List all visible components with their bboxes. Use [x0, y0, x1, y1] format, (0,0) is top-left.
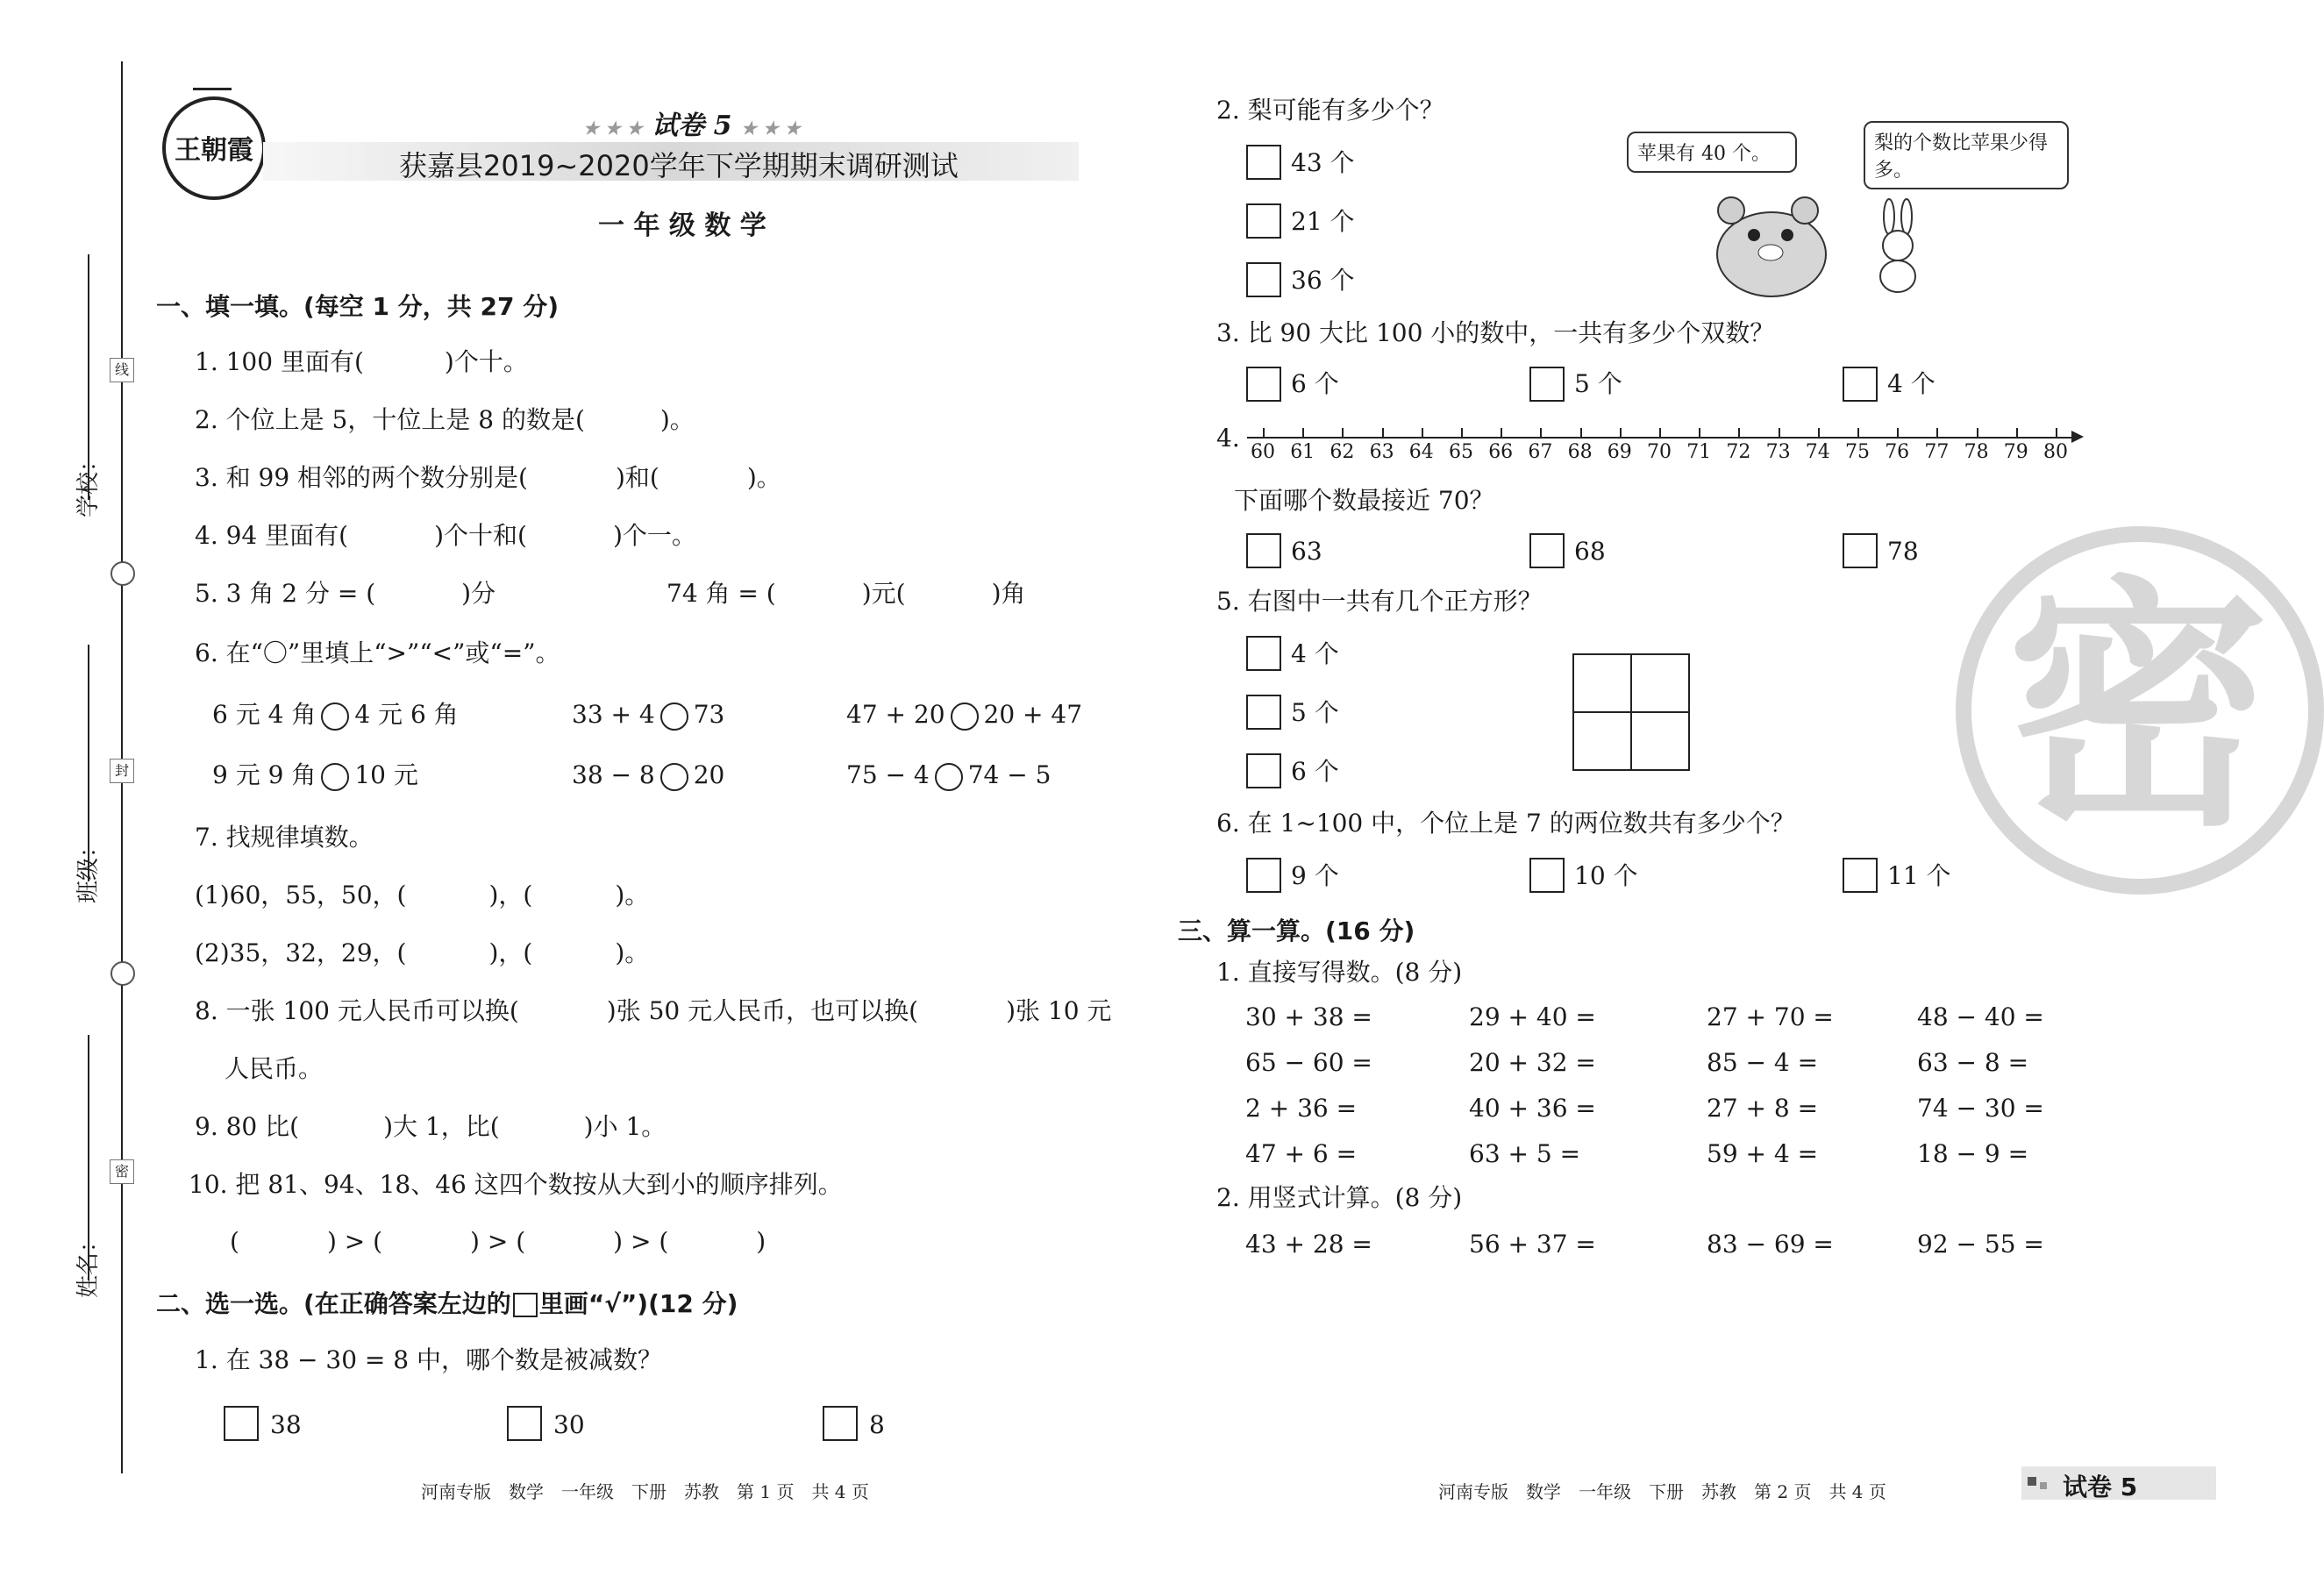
number-line-tick [2016, 428, 2018, 438]
option-label: 4 个 [1291, 639, 1339, 668]
option-label: 5 个 [1574, 369, 1622, 398]
number-line-label: 64 [1408, 441, 1434, 463]
option-label: 10 个 [1574, 861, 1638, 890]
answer-checkbox[interactable] [1843, 533, 1878, 568]
seal-mi-mark: 密 [110, 1159, 134, 1184]
oral-calc-item: 27 + 70 = [1707, 1002, 1834, 1031]
seal-line-mark: 线 [110, 358, 134, 382]
oral-calc-item: 47 + 6 = [1245, 1139, 1358, 1168]
answer-checkbox[interactable] [1246, 145, 1281, 180]
confidential-seal [1956, 526, 2324, 895]
s1-q7: 7. 找规律填数。 [195, 823, 374, 852]
number-line-tick [1897, 428, 1899, 438]
confidential-seal-text: 密 [2007, 555, 2270, 861]
number-line-label: 72 [1726, 441, 1751, 463]
number-line-tick [1936, 428, 1938, 438]
number-line-tick [1977, 428, 1978, 438]
compare-circle[interactable] [660, 763, 688, 791]
oral-calc-item: 48 − 40 = [1917, 1002, 2044, 1031]
s1-q3: 3. 和 99 相邻的两个数分别是( )和( )。 [195, 463, 781, 492]
number-line-tick [1857, 428, 1859, 438]
oral-calc-item: 30 + 38 = [1245, 1002, 1372, 1031]
option-label: 30 [553, 1410, 585, 1439]
option-label: 6 个 [1291, 369, 1339, 398]
answer-checkbox[interactable] [1246, 695, 1281, 730]
s1-q7b: (2)35，32，29，( )，( )。 [195, 938, 650, 967]
oral-calc-item: 2 + 36 = [1245, 1094, 1358, 1123]
dot-icon [2040, 1482, 2047, 1489]
square-grid-figure [1572, 653, 1690, 771]
answer-checkbox[interactable] [1246, 533, 1281, 568]
number-line-tick [1779, 428, 1780, 438]
number-line-tick [2056, 428, 2057, 438]
answer-checkbox[interactable] [823, 1406, 858, 1441]
answer-checkbox[interactable] [1843, 367, 1878, 402]
option-label: 36 个 [1291, 266, 1355, 295]
vertical-calc-item: 83 − 69 = [1707, 1230, 1834, 1259]
number-line-label: 70 [1647, 441, 1672, 463]
compare-item: 47 + 20 20 + 47 [846, 700, 1083, 729]
answer-checkbox[interactable] [1843, 858, 1878, 893]
s1-q2: 2. 个位上是 5，十位上是 8 的数是( )。 [195, 405, 695, 434]
seal-feng-mark: 封 [110, 759, 134, 783]
s2-q3: 3. 比 90 大比 100 小的数中，一共有多少个双数？ [1216, 318, 1775, 347]
s2-q5: 5. 右图中一共有几个正方形？ [1216, 587, 1543, 616]
oral-calc-item: 18 − 9 = [1917, 1139, 2029, 1168]
star-icon: ★ ★ ★ [740, 118, 801, 139]
section1-heading: 一、填一填。(每空 1 分，共 27 分) [156, 292, 560, 321]
compare-circle[interactable] [660, 702, 688, 731]
number-line-tick [1738, 428, 1740, 438]
number-line-tick [1659, 428, 1661, 438]
bear-speech-bubble: 苹果有 40 个。 [1627, 132, 1797, 173]
option-label: 5 个 [1291, 698, 1339, 727]
vertical-calc-item: 92 − 55 = [1917, 1230, 2044, 1259]
answer-checkbox[interactable] [1529, 858, 1565, 893]
exam-subtitle: 一 年 级 数 学 [598, 210, 766, 241]
number-line-label: 65 [1449, 441, 1473, 463]
oral-calc-item: 63 − 8 = [1917, 1048, 2029, 1077]
number-line-tick [1580, 428, 1582, 438]
compare-item: 6 元 4 角 4 元 6 角 [212, 700, 459, 729]
s2-q4: 下面哪个数最接近 70？ [1234, 486, 1494, 515]
school-label: 学校： [75, 448, 102, 517]
dot-icon [2028, 1477, 2036, 1486]
number-line-label: 61 [1290, 441, 1315, 463]
school-field-line [88, 254, 89, 500]
paper-tag [583, 103, 801, 142]
number-line-label: 78 [1964, 441, 1989, 463]
option-label: 9 个 [1291, 861, 1339, 890]
number-line-tick [1620, 428, 1622, 438]
number-line-tick [1461, 428, 1463, 438]
number-line-label: 62 [1330, 441, 1355, 463]
oral-calc-item: 74 − 30 = [1917, 1094, 2044, 1123]
rabbit-speech-bubble: 梨的个数比苹果少得多。 [1864, 121, 2069, 189]
number-line-axis [1247, 437, 2077, 439]
number-line-tick [1501, 428, 1502, 438]
answer-checkbox[interactable] [1246, 203, 1281, 239]
vertical-calc-item: 43 + 28 = [1245, 1230, 1372, 1259]
footer-tag: 试卷 5 [2063, 1473, 2138, 1501]
answer-checkbox[interactable] [1246, 753, 1281, 788]
star-icon: ★ ★ ★ [583, 118, 643, 139]
number-line-tick [1382, 428, 1384, 438]
number-line-tick [1263, 428, 1265, 438]
number-line-label: 66 [1488, 441, 1514, 463]
section3-heading: 三、算一算。(16 分) [1178, 916, 1415, 945]
s2-q1: 1. 在 38 − 30 = 8 中，哪个数是被减数？ [195, 1345, 663, 1374]
compare-item: 9 元 9 角 10 元 [212, 760, 418, 789]
s1-q10-order: ( ) > ( ) > ( ) > ( ) [230, 1227, 766, 1256]
paper-tag-text: 试卷 5 [652, 111, 732, 141]
number-line-label: 76 [1885, 441, 1910, 463]
rabbit-illustration-icon [1868, 197, 1929, 294]
s2-q6: 6. 在 1~100 中，个位上是 7 的两位数共有多少个？ [1216, 809, 1795, 838]
option-label: 8 [869, 1410, 885, 1439]
s1-q10: 10. 把 81、94、18、46 这四个数按从大到小的顺序排列。 [189, 1170, 843, 1199]
answer-checkbox[interactable] [1529, 367, 1565, 402]
name-field-line [88, 1035, 89, 1280]
footer-left: 河南专版 数学 一年级 下册 苏教 第 1 页 共 4 页 [421, 1481, 869, 1502]
s1-q7a: (1)60，55，50，( )，( )。 [195, 881, 650, 909]
compare-item: 33 + 4 73 [572, 700, 725, 729]
option-label: 43 个 [1291, 148, 1355, 177]
number-line-label: 60 [1251, 441, 1275, 463]
number-line-label: 71 [1686, 441, 1712, 463]
number-line-label: 79 [2003, 441, 2028, 463]
number-line-tick [1699, 428, 1700, 438]
arrow-right-icon [2071, 431, 2084, 443]
number-line-label: 68 [1567, 441, 1593, 463]
footer-right: 河南专版 数学 一年级 下册 苏教 第 2 页 共 4 页 [1438, 1481, 1886, 1502]
answer-checkbox[interactable] [1246, 262, 1281, 297]
number-line-tick [1302, 428, 1304, 438]
number-line-label: 63 [1369, 441, 1394, 463]
vertical-calc-item: 56 + 37 = [1469, 1230, 1596, 1259]
answer-checkbox[interactable] [1246, 858, 1281, 893]
class-field-line [88, 645, 89, 881]
name-label: 姓名： [75, 1229, 102, 1298]
s2-q4-number: 4. [1216, 424, 1240, 453]
option-label: 38 [270, 1410, 302, 1439]
oral-calc-item: 29 + 40 = [1469, 1002, 1596, 1031]
option-label: 6 个 [1291, 757, 1339, 786]
logo-seal [162, 96, 266, 200]
s1-q8: 8. 一张 100 元人民币可以换( )张 50 元人民币，也可以换( )张 10 元 [195, 996, 1112, 1025]
s2-q2: 2. 梨可能有多少个？ [1216, 96, 1444, 125]
s1-q9: 9. 80 比( )大 1，比( )小 1。 [195, 1112, 667, 1141]
number-line-label: 77 [1924, 441, 1950, 463]
option-label: 68 [1574, 537, 1606, 566]
binding-hole-icon [110, 561, 135, 586]
s1-q5b: 74 角 = ( )元( )角 [667, 579, 1026, 608]
answer-checkbox[interactable] [507, 1406, 542, 1441]
number-line-label: 67 [1528, 441, 1553, 463]
oral-calc-item: 65 − 60 = [1245, 1048, 1372, 1077]
number-line-label: 74 [1805, 441, 1830, 463]
oral-calc-item: 40 + 36 = [1469, 1094, 1596, 1123]
option-label: 11 个 [1887, 861, 1951, 890]
answer-checkbox[interactable] [1529, 533, 1565, 568]
compare-item: 75 − 4 74 − 5 [846, 760, 1052, 789]
s1-q5a: 5. 3 角 2 分 = ( )分 [195, 579, 496, 608]
exam-title: 获嘉县2019~2020学年下学期期末调研测试 [399, 149, 959, 182]
oral-calc-item: 63 + 5 = [1469, 1139, 1581, 1168]
answer-checkbox[interactable] [1246, 367, 1281, 402]
crown-icon [193, 88, 232, 103]
number-line-label: 69 [1607, 441, 1632, 463]
oral-calc-item: 20 + 32 = [1469, 1048, 1596, 1077]
compare-circle[interactable] [951, 702, 979, 731]
oral-calc-item: 27 + 8 = [1707, 1094, 1819, 1123]
s1-q4: 4. 94 里面有( )个十和( )个一。 [195, 521, 696, 550]
number-line-label: 75 [1845, 441, 1870, 463]
option-label: 63 [1291, 537, 1322, 566]
bear-illustration-icon [1708, 184, 1840, 298]
section2-heading: 二、选一选。(在正确答案左边的 里画“√”)(12 分) [156, 1289, 738, 1318]
answer-checkbox[interactable] [1246, 636, 1281, 671]
s1-q6: 6. 在“〇”里填上“>”“<”或“=”。 [195, 638, 560, 667]
number-line-label: 73 [1765, 441, 1791, 463]
s1-q8-cont: 人民币。 [225, 1054, 324, 1083]
number-line-tick [1422, 428, 1423, 438]
compare-circle[interactable] [935, 763, 963, 791]
class-label: 班级： [75, 834, 102, 903]
compare-circle[interactable] [321, 702, 349, 731]
number-line-tick [1818, 428, 1820, 438]
number-line-tick [1342, 428, 1344, 438]
binding-hole-icon [110, 961, 135, 986]
number-line-label: 80 [2043, 441, 2068, 463]
s3-sub2: 2. 用竖式计算。(8 分) [1216, 1183, 1463, 1212]
oral-calc-item: 59 + 4 = [1707, 1139, 1819, 1168]
option-label: 4 个 [1887, 369, 1935, 398]
option-label: 78 [1887, 537, 1919, 566]
answer-checkbox[interactable] [224, 1406, 259, 1441]
s3-sub1: 1. 直接写得数。(8 分) [1216, 958, 1463, 987]
checkbox-icon [513, 1293, 538, 1317]
oral-calc-item: 85 − 4 = [1707, 1048, 1819, 1077]
compare-circle[interactable] [321, 763, 349, 791]
number-line-tick [1540, 428, 1542, 438]
option-label: 21 个 [1291, 207, 1355, 236]
logo-text: 王朝霞 [175, 135, 253, 166]
s1-q1: 1. 100 里面有( )个十。 [195, 347, 528, 376]
compare-item: 38 − 8 20 [572, 760, 725, 789]
